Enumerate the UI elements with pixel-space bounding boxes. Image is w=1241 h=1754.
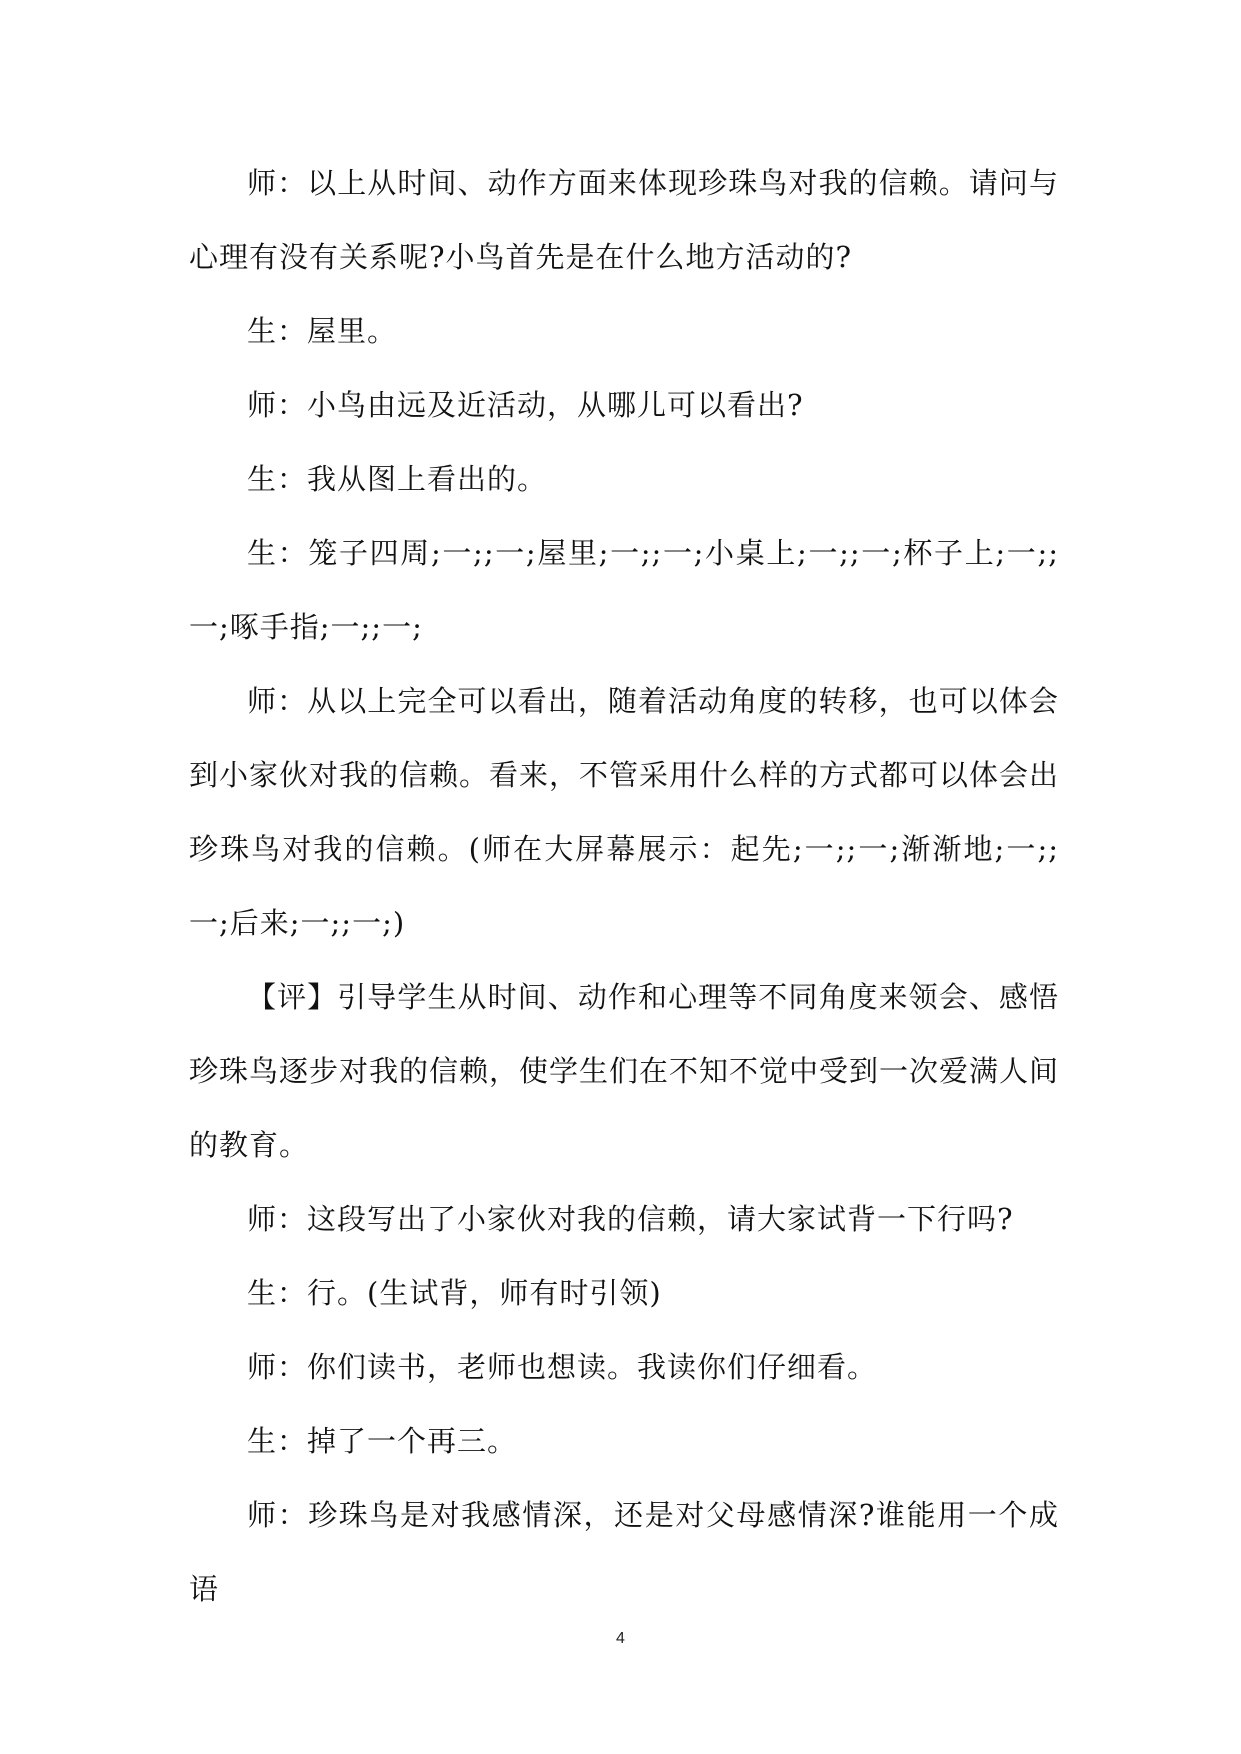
paragraph-student-answer-picture: 生：我从图上看出的。 — [247, 462, 548, 496]
paragraph-teacher-idiom-question: 师：珍珠鸟是对我感情深，还是对父母感情深?谁能用一个成语 — [189, 1498, 1059, 1606]
paragraph-student-answer-locations: 生：笼子四周;一;;一;屋里;一;;一;小桌上;一;;一;杯子上;一;;一;啄手指;一;;一; — [189, 536, 1059, 644]
paragraph-teacher-question-far-near: 师：小鸟由远及近活动，从哪儿可以看出? — [247, 388, 804, 422]
paragraph-teacher-read: 师：你们读书，老师也想读。我读你们仔细看。 — [247, 1350, 878, 1384]
paragraph-student-answer-room: 生：屋里。 — [247, 314, 398, 348]
paragraph-teacher-question-psychology: 师：以上从时间、动作方面来体现珍珠鸟对我的信赖。请问与心理有没有关系呢?小鸟首先是在什么地方活动的? — [189, 166, 1059, 274]
paragraph-student-recite: 生：行。(生试背，师有时引领) — [247, 1276, 662, 1310]
document-body — [189, 146, 1059, 1626]
page-number: 4 — [616, 1630, 625, 1647]
paragraph-teacher-recite-request: 师：这段写出了小家伙对我的信赖，请大家试背一下行吗? — [247, 1202, 1014, 1236]
paragraph-student-missing-word: 生：掉了一个再三。 — [247, 1424, 518, 1458]
paragraph-review-comment: 【评】引导学生从时间、动作和心理等不同角度来领会、感悟珍珠鸟逐步对我的信赖，使学生们在不知不觉中受到一次爱满人间的教育。 — [189, 980, 1060, 1162]
paragraph-teacher-summary: 师：从以上完全可以看出，随着活动角度的转移，也可以体会到小家伙对我的信赖。看来，不管采用什么样的方式都可以体会出珍珠鸟对我的信赖。(师在大屏幕展示：起先;一;;一;渐渐地;一;;一;后来;一;;一;) — [189, 684, 1060, 940]
